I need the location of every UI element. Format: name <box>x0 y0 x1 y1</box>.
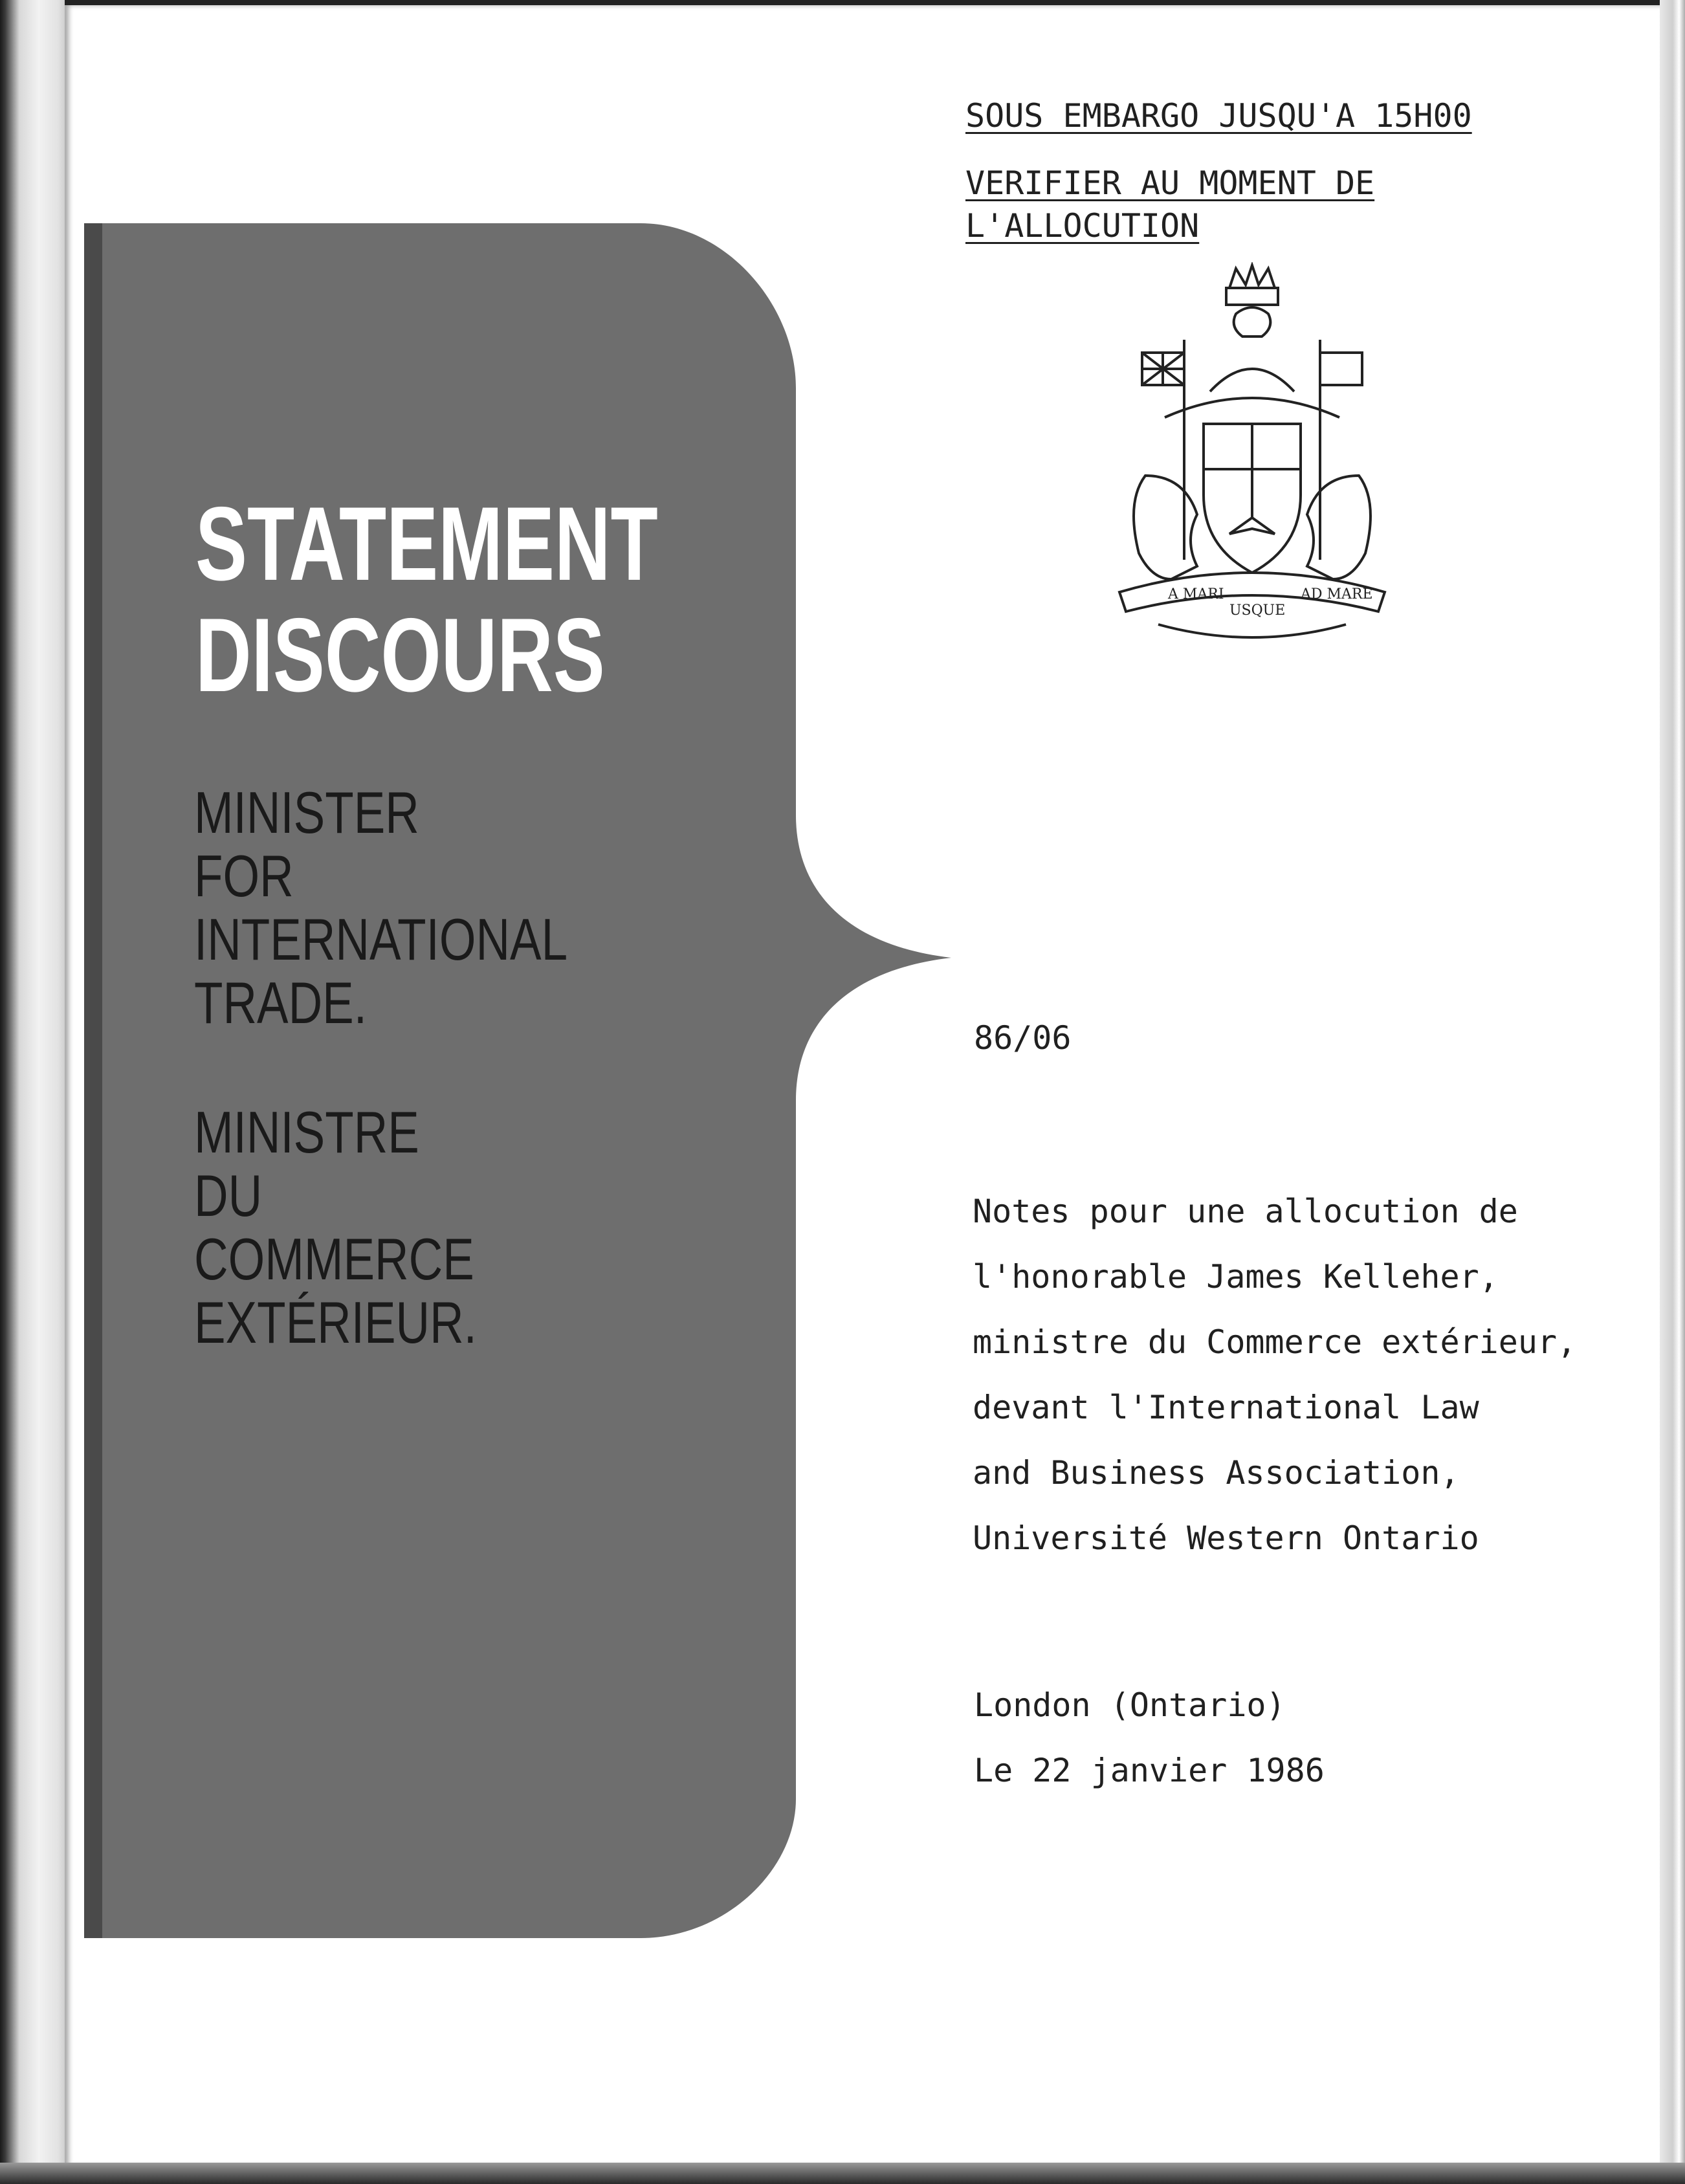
verify-line: L'ALLOCUTION <box>965 207 1200 245</box>
motto-left: A MARI <box>1168 586 1224 602</box>
minister-title-french <box>194 1101 477 1355</box>
title-statement: STATEMENT <box>195 485 658 602</box>
date-line: Le 22 janvier 1986 <box>974 1752 1325 1789</box>
motto-right: AD MARE <box>1301 586 1373 602</box>
scan-bottom-edge <box>0 2163 1685 2184</box>
document-number: 86/06 <box>974 1019 1072 1057</box>
coat-of-arms-of-canada-icon <box>1107 262 1398 663</box>
minister-en-line: INTERNATIONAL <box>194 907 568 973</box>
minister-fr-line: COMMERCE <box>194 1227 474 1292</box>
notes-line: and Business Association, <box>973 1454 1460 1492</box>
verify-notice <box>965 162 1374 247</box>
minister-en-line: MINISTER <box>194 780 419 846</box>
place-and-date <box>974 1673 1325 1803</box>
minister-fr-line: MINISTRE <box>194 1100 419 1165</box>
place-line: London (Ontario) <box>974 1686 1286 1724</box>
minister-fr-line: DU <box>194 1164 263 1229</box>
minister-title-english <box>194 782 567 1035</box>
panel-shape <box>84 223 951 1938</box>
panel-left-band <box>84 223 102 1938</box>
title-discours: DISCOURS <box>195 597 605 714</box>
notes-line: Notes pour une allocution de <box>973 1193 1518 1230</box>
notes-line: ministre du Commerce extérieur, <box>973 1323 1577 1361</box>
speech-notes <box>973 1179 1576 1571</box>
embargo-notice: SOUS EMBARGO JUSQU'A 15H00 <box>965 97 1472 135</box>
notes-line: l'honorable James Kelleher, <box>973 1258 1499 1296</box>
minister-en-line: TRADE. <box>194 971 367 1036</box>
statement-title <box>195 485 658 714</box>
motto-center: USQUE <box>1229 602 1286 619</box>
notes-line: Université Western Ontario <box>973 1519 1479 1557</box>
minister-fr-line: EXTÉRIEUR. <box>194 1290 477 1356</box>
minister-en-line: FOR <box>194 844 294 909</box>
verify-line: VERIFIER AU MOMENT DE <box>965 164 1375 202</box>
notes-line: devant l'International Law <box>973 1389 1479 1426</box>
